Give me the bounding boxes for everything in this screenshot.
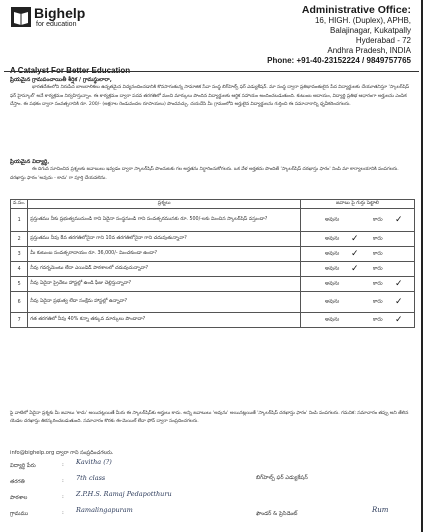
table-row [11, 262, 415, 277]
table-row [11, 247, 415, 262]
answer-yes-option: అవును [325, 216, 340, 223]
form-row-village: గ్రామము : [10, 510, 64, 517]
answer-cell [301, 277, 415, 292]
intro-paragraph: భారతదేశంలోని నిరుపేద బాలబాలికలు ఉన్నతమైన విద్యనందించడానికి కొనసాగుతున్న సామాజిక సేవా సంస్థ బిగ్‌హెల్ప్ ఫర్ ఎడ్యుకేషన్. మా సంస్థ ద్వారా ప్రతిభావంతులైన పేద విద్యార్థులకు చేయూతనిస్తూ 'స్కాలర్‌షిప్ ఫర్ హైస్కూల్' అనే కార్యక్రమం నిర్వహిస్తున్నాం. ఈ కార్యక్రమం ద్వారా పదవ తరగతిలో మంచి మార్కులు పొందిన విద్యార్థులకు ఆర్థిక సహాయం అందించబడుతుంది. కుటుంబ ఆదాయం, విద్యార్థి ప్రతిభ ఆధారంగా అర్హులను ఎంపిక చేస్తాం. ఈ పథకం ద్వారా సంవత్సరానికి రూ. 200/- (అక్షరాల రెండువందల రూపాయలు) పొందవచ్చు. దయచేసి మీ గ్రామంలోని అర్హులైన విద్యార్థులను గుర్తించి ఈ సమాచారాన్ని ధృవీకరించగలరు. [10, 85, 410, 107]
greeting-village: ప్రియమైన గ్రామపంచాయితీ శీర్షిక / గ్రామస్థులారా, [10, 77, 112, 83]
form-row-class: తరగతి : [10, 478, 64, 485]
brand-name: Bighelp [34, 5, 86, 21]
handwritten-village: Ramalingapuram [76, 506, 133, 514]
question-text: ప్రస్తుతము నీవు 8వ తరగతిలోనైనా గాని 10వ తరగతిలోనైనా గాని చదువుతున్నావా? [28, 232, 301, 247]
question-text: నీవు ఏదైనా ప్రభుత్వ లేదా సంక్షేమ హాస్టల్లో ఉన్నావా? [28, 292, 301, 313]
row-number: 6 [11, 292, 28, 313]
table-row [11, 232, 415, 247]
closing-note: పై వాటిలో ఏదైనా ప్రశ్నకు మీ జవాబు 'కాదు' అయినట్లయితే మీరు ఈ స్కాలర్‌షిప్‌కు అర్హులు కాదు. అన్ని జవాబులు 'అవును' అయినట్లయితే 'స్కాలర్‌షిప్ దరఖాస్తు ఫారం' నింపి పంపగలరు. గమనిక: సమాచారం తప్పు అని తేలిన యెడల దరఖాస్తు తిరస్కరించబడుతుంది. సమాచారం కొరకు ఈ-మెయిల్ లేదా ఫోన్ ద్వారా సంప్రదించగలరు. [10, 411, 409, 425]
answer-no-option: కాదు [373, 280, 383, 287]
form-label-school: పాఠశాల [10, 495, 28, 501]
row-number: 5 [11, 277, 28, 292]
answer-no-option: కాదు [373, 316, 383, 323]
office-line-2: Balajinagar, Kukatpally [330, 26, 411, 35]
checkmark-icon: ✓ [395, 315, 403, 325]
answer-cell [301, 209, 415, 232]
form-label-class: తరగతి [10, 479, 25, 485]
question-text: నీవు ఏదైనా ప్రైవేటు హాస్టల్లో ఉండి ఫీజు చెల్లిస్తున్నావా? [28, 277, 301, 292]
letterhead [8, 4, 415, 70]
form-label-village: గ్రామము [10, 511, 29, 517]
handwritten-school: Z.P.H.S. Ramaj Pedapotthuru [76, 490, 172, 498]
answer-no-option: కాదు [373, 235, 383, 242]
col-header-question: ప్రశ్నలు [28, 200, 301, 209]
answer-yes-option: అవును [325, 250, 340, 257]
handwritten-signature: Rum [372, 506, 389, 514]
office-address [267, 4, 411, 65]
question-text: ప్రస్తుతము నీకు ప్రభుత్వమునుండి గాని ఏదైనా సంస్థనుండి గాని సంవత్సరమునకు రూ. 500/-లకు మించిన స్కాలర్‌షిప్ వస్తుందా? [28, 209, 301, 232]
col-header-answer: జవాబు పై గుర్తు పెట్టాలి [301, 200, 415, 209]
answer-cell [301, 232, 415, 247]
row-number: 7 [11, 313, 28, 328]
open-book-icon [10, 6, 32, 28]
answer-yes-option: అవును [325, 280, 340, 287]
row-number: 4 [11, 262, 28, 277]
handwritten-class: 7th class [76, 474, 106, 482]
question-text: నీవు గవర్నమెంటు లేదా ఎయిడెడ్ పాఠశాలలో చదువుచున్నావా? [28, 262, 301, 277]
col-header-number: వ.సం. [11, 200, 28, 209]
answer-yes-option: అవును [325, 235, 340, 242]
office-phone: Phone: +91-40-23152224 / 9849757765 [267, 56, 411, 65]
answer-cell [301, 313, 415, 328]
answer-cell [301, 262, 415, 277]
answer-yes-option: అవును [325, 316, 340, 323]
intro-section [10, 76, 413, 109]
brand-subtitle: for education [36, 21, 77, 28]
checkmark-icon: ✓ [351, 234, 359, 244]
form-row-school: పాఠశాల : [10, 494, 64, 501]
answer-cell [301, 247, 415, 262]
checkmark-icon: ✓ [395, 279, 403, 289]
org-signature-label: బిగ్‌హెల్ప్ ఫర్ ఎడ్యుకేషన్ [256, 475, 308, 481]
header-divider [4, 71, 419, 72]
email-line: info@bighelp.org ద్వారా గాని సంప్రదించగలరు. [10, 450, 114, 456]
question-text: మీ కుటుంబ సంవత్సరాదాయం రూ. 36,000/- మించకుండా ఉందా? [28, 247, 301, 262]
question-text: గత తరగతిలో నీవు 40% కన్నా తక్కువ మార్కులు పొందావా? [28, 313, 301, 328]
office-title: Administrative Office: [301, 4, 411, 16]
row-number: 1 [11, 209, 28, 232]
answer-no-option: కాదు [373, 216, 383, 223]
greeting-student: ప్రియమైన విద్యార్థి, [10, 159, 50, 165]
table-header-row [11, 200, 415, 209]
form-label-name: విద్యార్థి పేరు [10, 463, 36, 469]
table-row [11, 292, 415, 313]
answer-no-option: కాదు [373, 250, 383, 257]
office-line-4: Andhra Pradesh, INDIA [327, 46, 411, 55]
table-row [11, 313, 415, 328]
checkmark-icon: ✓ [351, 249, 359, 259]
answer-no-option: కాదు [373, 298, 383, 305]
eligibility-table [10, 199, 415, 328]
brand-logo [10, 6, 160, 40]
answer-no-option: కాదు [373, 265, 383, 272]
row-number: 2 [11, 232, 28, 247]
answer-yes-option: అవును [325, 265, 340, 272]
checkmark-icon: ✓ [395, 215, 403, 225]
office-line-1: 16, HIGH. (Duplex), APHB, [314, 16, 411, 25]
checkmark-icon: ✓ [351, 264, 359, 274]
handwritten-name: Kavitha (?) [76, 458, 112, 466]
form-row-name: విద్యార్థి పేరు : [10, 462, 64, 469]
answer-yes-option: అవును [325, 298, 340, 305]
answer-cell [301, 292, 415, 313]
instructions-paragraph: ఈ దిగువ సూచించిన ప్రశ్నలకు జవాబులు ఇవ్వడం ద్వారా స్కాలర్‌షిప్ పొందుటకు గల అర్హతను నిర్ధారించుకోగలరు. ఒక వేళ అర్హతను పొందితే 'స్కాలర్‌షిప్ దరఖాస్తు ఫారం' నింపి మా కార్యాలయానికి పంపగలరు. దరఖాస్తు ఫారం 'అవును - కాదు' గా పూర్తి చేయవలెను. [10, 167, 399, 181]
row-number: 3 [11, 247, 28, 262]
checkmark-icon: ✓ [395, 297, 403, 307]
table-row [11, 277, 415, 292]
founder-label: ఫౌండర్ & ప్రెసిడెంట్ [256, 511, 298, 517]
office-line-3: Hyderabad - 72 [355, 36, 411, 45]
table-row [11, 209, 415, 232]
student-section [10, 158, 413, 183]
